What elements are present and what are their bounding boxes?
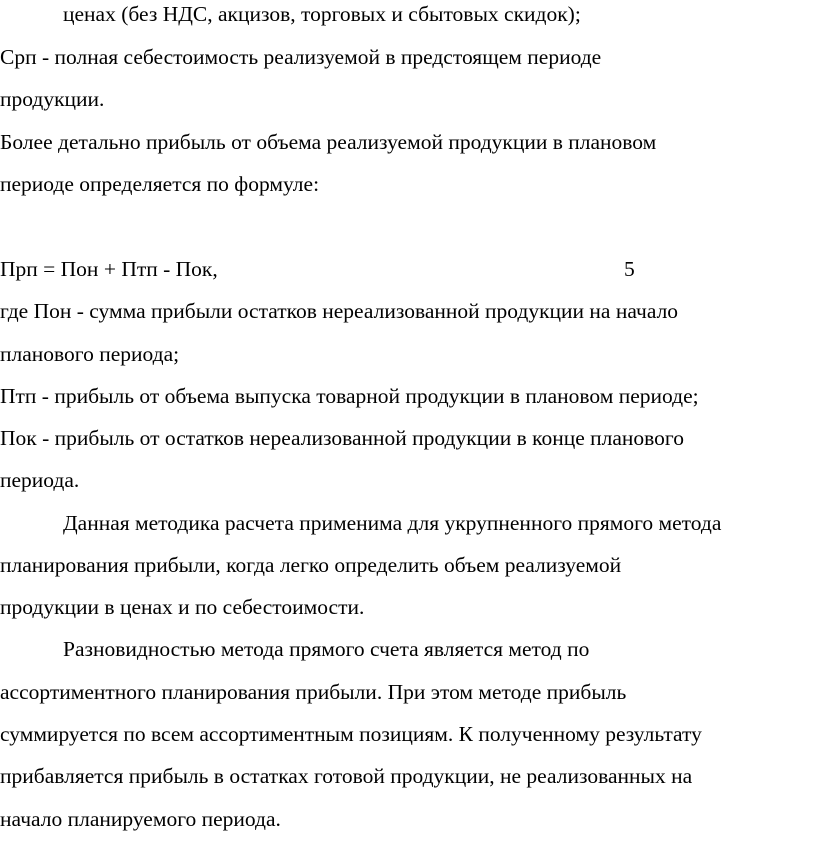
text-line: продукции в ценах и по себестоимости. bbox=[0, 595, 365, 619]
text-line: где Пон - сумма прибыли остатков нереализованной продукции на начало bbox=[0, 299, 679, 323]
text-line: Разновидностью метода прямого счета является метод по bbox=[63, 637, 590, 661]
text-line: начало планируемого периода. bbox=[0, 807, 281, 831]
text-line: планового периода; bbox=[0, 342, 180, 366]
text-line: периоде определяется по формуле: bbox=[0, 172, 320, 196]
text-line: Птп - прибыль от объема выпуска товарной продукции в плановом периоде; bbox=[0, 384, 699, 408]
formula: Прп = Пон + Птп - Пок, bbox=[0, 257, 218, 281]
text-line: периода. bbox=[0, 468, 80, 492]
text-line: продукции. bbox=[0, 87, 105, 111]
text-line: суммируется по всем ассортиментным позициям. К полученному результату bbox=[0, 722, 702, 746]
text-line: прибавляется прибыль в остатках готовой продукции, не реализованных на bbox=[0, 764, 693, 788]
text-line: Более детально прибыль от объема реализуемой продукции в плановом bbox=[0, 130, 657, 154]
text-line: ценах (без НДС, акцизов, торговых и сбытовых скидок); bbox=[63, 2, 581, 26]
text-line: Данная методика расчета применима для укрупненного прямого метода bbox=[63, 511, 722, 535]
text-line: Срп - полная себестоимость реализуемой в предстоящем периоде bbox=[0, 45, 602, 69]
text-line: Пок - прибыль от остатков нереализованной продукции в конце планового bbox=[0, 426, 684, 450]
text-line: планирования прибыли, когда легко определить объем реализуемой bbox=[0, 553, 622, 577]
text-line: ассортиментного планирования прибыли. При этом методе прибыль bbox=[0, 680, 627, 704]
formula-number: 5 bbox=[624, 257, 635, 281]
